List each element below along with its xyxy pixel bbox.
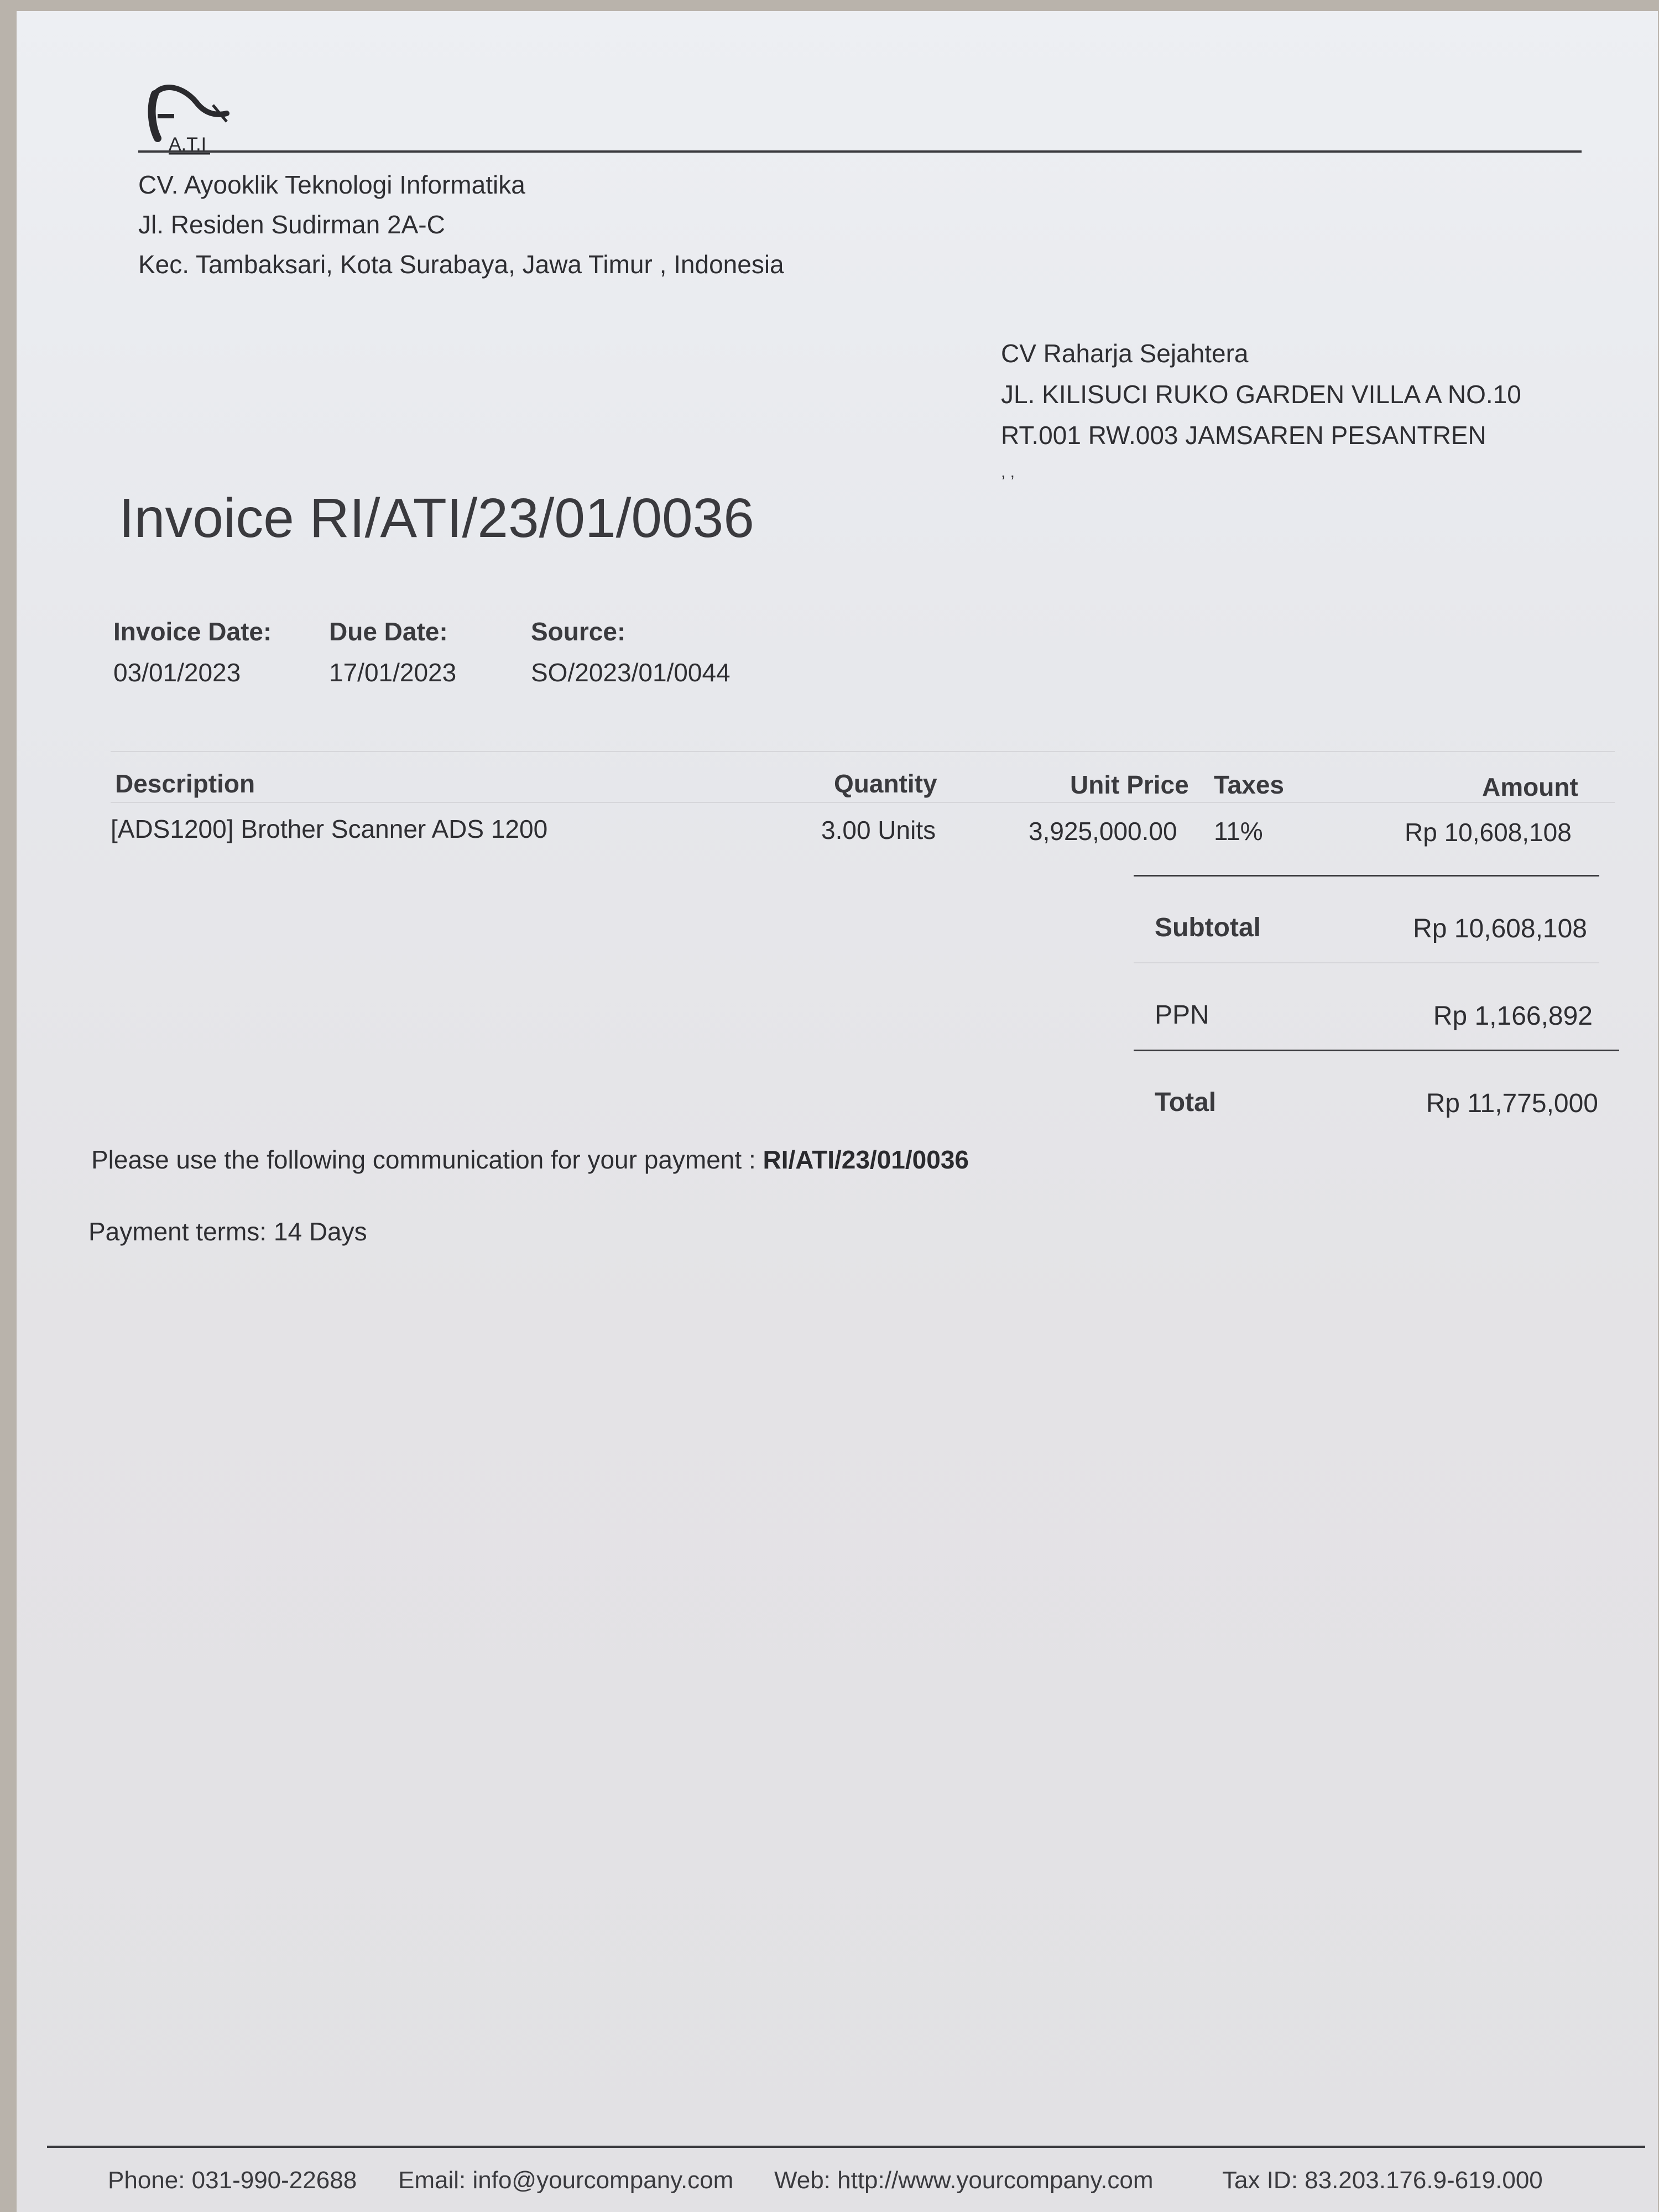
subtotal-label: Subtotal (1155, 913, 1261, 942)
customer-extra: , , (1001, 463, 1015, 481)
row-taxes: 11% (1214, 817, 1263, 846)
tax-label: PPN (1155, 1000, 1209, 1030)
row-quantity: 3.00 Units (821, 816, 936, 844)
customer-district: RT.001 RW.003 JAMSAREN PESANTREN (1001, 421, 1486, 450)
invoice-sheet (17, 11, 1658, 2212)
invoice-date-value: 03/01/2023 (113, 658, 241, 687)
tax-value: Rp 1,166,892 (1433, 1001, 1593, 1031)
invoice-title: Invoice RI/ATI/23/01/0036 (119, 487, 754, 549)
due-date-block (329, 611, 456, 693)
footer-web: Web: http://www.yourcompany.com (774, 2167, 1154, 2194)
row-amount: Rp 10,608,108 (1405, 818, 1572, 847)
logo-text: A.T.I (169, 134, 207, 155)
source-value: SO/2023/01/0044 (531, 658, 731, 687)
table-top-rule (111, 751, 1615, 752)
source-block (531, 611, 731, 693)
payment-reference: RI/ATI/23/01/0036 (763, 1145, 969, 1174)
totals-top-rule (1134, 875, 1599, 877)
payment-communication-text: Please use the following communication for your payment : (91, 1145, 756, 1174)
table-header-rule (111, 802, 1615, 803)
total-label: Total (1155, 1088, 1217, 1117)
company-address (138, 165, 784, 284)
col-header-unit-price: Unit Price (1070, 770, 1189, 799)
col-header-quantity: Quantity (834, 769, 937, 798)
footer-tax-id: Tax ID: 83.203.176.9-619.000 (1222, 2167, 1543, 2194)
company-street: Jl. Residen Sudirman 2A-C (138, 210, 445, 239)
due-date-value: 17/01/2023 (329, 658, 457, 687)
invoice-date-block (113, 611, 272, 693)
total-rule (1134, 1050, 1619, 1051)
company-logo (144, 83, 238, 160)
footer-divider (47, 2146, 1645, 2148)
source-label: Source: (531, 617, 626, 646)
subtotal-value: Rp 10,608,108 (1413, 914, 1587, 943)
footer-email: Email: info@yourcompany.com (398, 2167, 734, 2194)
col-header-taxes: Taxes (1214, 770, 1285, 799)
footer-phone: Phone: 031-990-22688 (108, 2167, 357, 2194)
subtotal-rule (1134, 962, 1599, 963)
company-city: Kec. Tambaksari, Kota Surabaya, Jawa Timur , Indonesia (138, 250, 784, 279)
customer-address (1001, 333, 1521, 489)
total-value: Rp 11,775,000 (1426, 1089, 1598, 1118)
row-unit-price: 3,925,000.00 (1029, 817, 1177, 846)
col-header-description: Description (115, 769, 255, 798)
col-header-amount: Amount (1482, 773, 1578, 801)
invoice-date-label: Invoice Date: (113, 617, 272, 646)
payment-communication (91, 1145, 969, 1175)
payment-terms: Payment terms: 14 Days (88, 1217, 367, 1246)
header-divider (138, 150, 1582, 153)
ati-logo-icon (144, 83, 238, 160)
due-date-label: Due Date: (329, 617, 448, 646)
customer-street: JL. KILISUCI RUKO GARDEN VILLA A NO.10 (1001, 380, 1521, 409)
row-description: [ADS1200] Brother Scanner ADS 1200 (111, 815, 548, 843)
customer-name: CV Raharja Sejahtera (1001, 339, 1249, 368)
company-name: CV. Ayooklik Teknologi Informatika (138, 170, 525, 199)
